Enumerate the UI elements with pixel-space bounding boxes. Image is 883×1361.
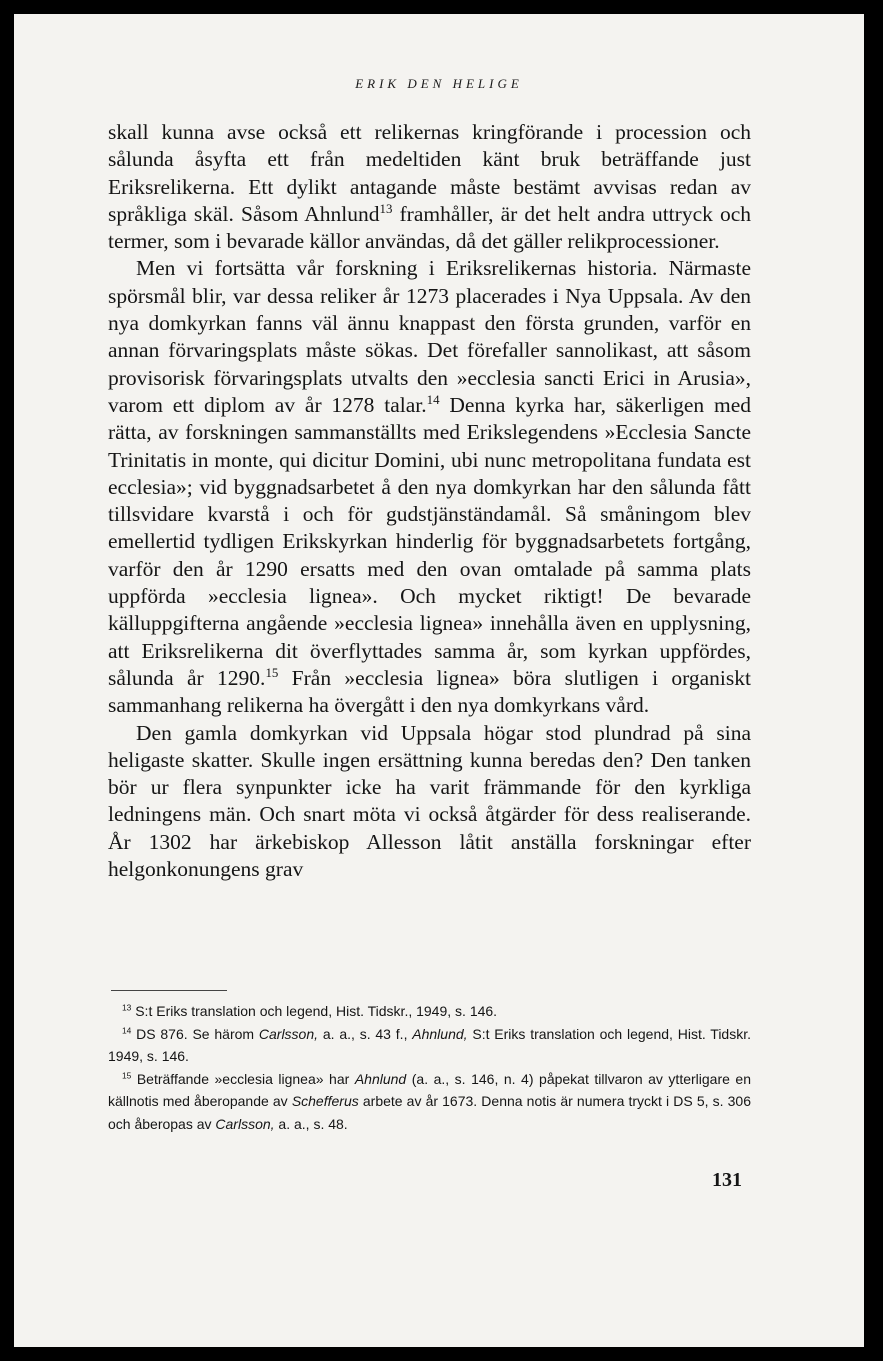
footnotes bbox=[108, 1000, 751, 1135]
text-run: skall kunna avse också ett relikernas kringförande i procession och sålunda åsyfta ett från medeltiden känt bruk beträffande just Eriksrelikerna. Ett dylikt antagande måste bestämt avvisas redan av språkliga skäl. Såsom Ahnlund bbox=[108, 120, 751, 226]
note-reference: 15 bbox=[265, 665, 279, 680]
text-run: Beträffande »ecclesia lignea» har bbox=[131, 1070, 355, 1087]
footnote bbox=[108, 1068, 751, 1136]
paragraph bbox=[108, 119, 751, 255]
italic-citation: Ahnlund bbox=[354, 1070, 407, 1087]
italic-citation: Ahnlund, bbox=[412, 1025, 468, 1042]
paragraph bbox=[108, 720, 751, 884]
text-run: DS 876. Se härom bbox=[131, 1025, 259, 1042]
text-run: S:t Eriks translation och legend, Hist. Tidskr., 1949, s. 146. bbox=[131, 1003, 498, 1019]
body-text bbox=[108, 119, 751, 883]
paragraph bbox=[108, 255, 751, 719]
text-run: Men vi fortsätta vår forskning i Eriksrelikernas historia. Närmaste spörsmål blir, var dessa reliker år 1273 placerades i Nya Uppsala. Av den nya domkyrkan fanns väl ännu knappast den första grunden, varför en annan förvaringsplats måste sökas. Det förefaller sannolikast, att såsom provisorisk förvaringsplats utvalts den »ecclesia sancti Erici in Arusia», varom ett diplom av år 1278 talar. bbox=[108, 256, 751, 417]
book-page bbox=[14, 14, 864, 1347]
note-reference: 13 bbox=[379, 201, 393, 216]
text-run: (a. a., s. 146, n. 4) påpekat tillvaron av ytterligare en källnotis med åberopande av bbox=[108, 1070, 751, 1109]
text-run: Den gamla domkyrkan vid Uppsala högar stod plundrad på sina heligaste skatter. Skulle ingen ersättning kunna beredas den? Den tanken bör ur flera synpunkter icke ha varit främmande för den kyrkliga ledningens män. Och snart möta vi också åtgärder för dess realiserande. År 1302 har ärkebiskop Allesson låtit anställa forskningar efter helgonkonungens grav bbox=[108, 720, 751, 882]
note-reference: 15 bbox=[122, 1069, 132, 1080]
text-run: arbete av år 1673. Denna notis är numera tryckt i DS 5, s. 306 och åberopas av bbox=[108, 1093, 751, 1132]
text-run: Från »ecclesia lignea» böra slutligen i organiskt sammanhang relikerna ha övergått i den nya domkyrkans vård. bbox=[108, 665, 751, 718]
text-run: framhåller, är det helt andra uttryck och termer, som i bevarade källor användas, då det gäller relikprocessioner. bbox=[108, 201, 751, 254]
running-head: ERIK DEN HELIGE bbox=[355, 76, 523, 91]
text-run: a. a., s. 48. bbox=[274, 1115, 348, 1132]
italic-citation: Schefferus bbox=[291, 1093, 359, 1109]
footnote bbox=[108, 1000, 751, 1023]
text-run: S:t Eriks translation och legend, Hist. Tidskr. 1949, s. 146. bbox=[108, 1025, 751, 1064]
text-run: a. a., s. 43 f., bbox=[318, 1025, 413, 1042]
note-reference: 14 bbox=[426, 392, 440, 407]
page-number: 131 bbox=[712, 1169, 742, 1191]
footnote bbox=[108, 1023, 751, 1068]
footnote-rule bbox=[111, 990, 227, 991]
note-reference: 13 bbox=[122, 1002, 132, 1013]
text-run: Denna kyrka har, säkerligen med rätta, av forskningen sammanställts med Erikslegendens »Ecclesia Sancte Trinitatis in monte, qui dicitur Domini, ubi nunc metropolitana fundata est ecclesia»; vid byggnadsarbetet å den nya domkyrkan har den sålunda fått tillsvidare kvarstå i och för gudstjänständamål. Så småningom blev emellertid tydligen Erikskyrkan hinderlig för byggnadsarbetets fortgång, varför den år 1290 ersatts med den ovan omtalade på samma plats uppförda »ecclesia lignea». Och mycket riktigt! De bevarade källuppgifterna angående »ecclesia lignea» innehålla även en upplysning, att Eriksrelikerna dit överflyttades samma år, som kyrkan uppfördes, sålunda år 1290. bbox=[108, 392, 751, 690]
note-reference: 14 bbox=[122, 1024, 132, 1035]
italic-citation: Carlsson, bbox=[215, 1115, 275, 1132]
italic-citation: Carlsson, bbox=[258, 1025, 319, 1042]
